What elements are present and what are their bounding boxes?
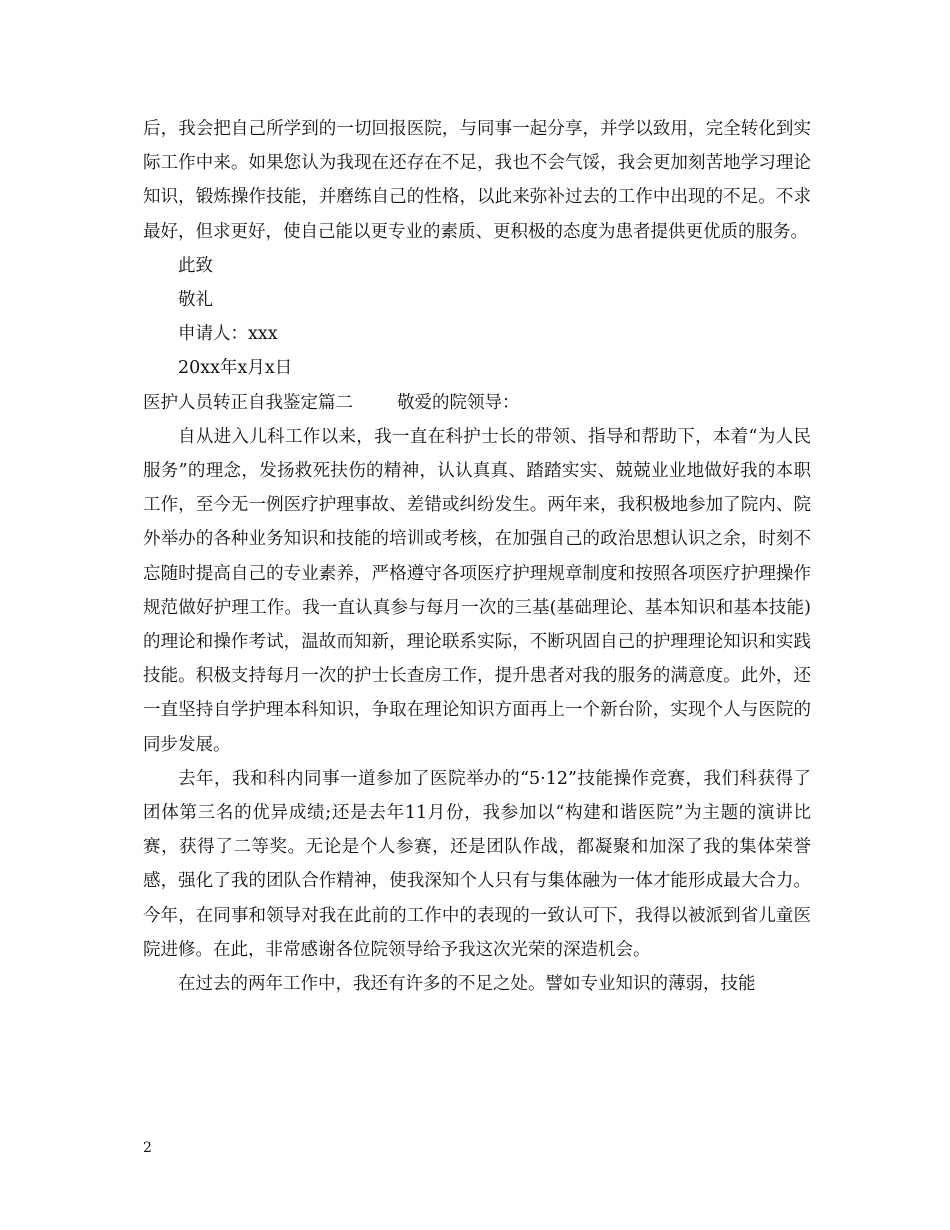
- closing-salutation-1: 此致: [178, 255, 213, 276]
- continuation-paragraph: 后，我会把自己所学到的一切回报医院，与同事一起分享，并学以致用，完全转化到实际工作中来。如果您认为我现在还存在不足，我也不会气馁，我会更加刻苦地学习理论知识，锻炼操作技能，并磨练自己的性格，以此来弥补过去的工作中出现的不足。不求最好，但求更好，使自己能以更专业的素质、更积极的态度为患者提供更优质的服务。: [143, 119, 811, 242]
- date-line: 20xx年x月x日: [178, 358, 293, 379]
- greeting: 敬爱的院领导：: [397, 392, 520, 413]
- body-paragraph-3: 在过去的两年工作中，我还有许多的不足之处。譬如专业知识的薄弱，技能: [178, 974, 756, 995]
- applicant-line: 申请人：xxx: [178, 324, 278, 345]
- body-paragraph-1: 自从进入儿科工作以来，我一直在科护士长的带领、指导和帮助下，本着“为人民服务”的理念，发扬救死扶伤的精神，认认真真、踏踏实实、兢兢业业地做好我的本职工作，至今无一例医疗护理事故、差错或纠纷发生。两年来，我积极地参加了院内、院外举办的各种业务知识和技能的培训或考核，在加强自己的政治思想认识之余，时刻不忘随时提高自己的专业素养，严格遵守各项医疗护理规章制度和按照各项医疗护理操作规范做好护理工作。我一直认真参与每月一次的三基(基础理论、基本知识和基本技能)的理论和操作考试，温故而知新，理论联系实际，不断巩固自己的护理理论知识和实践技能。积极支持每月一次的护士长查房工作，提升患者对我的服务的满意度。此外，还一直坚持自学护理本科知识，争取在理论知识方面再上一个新台阶，实现个人与医院的同步发展。: [143, 426, 811, 755]
- document-body: [143, 112, 811, 1001]
- body-paragraph-2: 去年，我和科内同事一道参加了医院举办的“5·12”技能操作竞赛，我们科获得了团体第三名的优异成绩;还是去年11月份，我参加以“构建和谐医院”为主题的演讲比赛，获得了二等奖。无论是个人参赛，还是团队作战，都凝聚和加深了我的集体荣誉感，强化了我的团队合作精神，使我深知个人只有与集体融为一体才能形成最大合力。今年，在同事和领导对我在此前的工作中的表现的一致认可下，我得以被派到省儿童医院进修。在此，非常感谢各位院领导给予我这次光荣的深造机会。: [143, 768, 811, 960]
- closing-salutation-2: 敬礼: [178, 290, 213, 311]
- page-number: 2: [143, 1140, 152, 1156]
- section-title: 医护人员转正自我鉴定篇二: [143, 392, 353, 413]
- section-heading-line: [143, 386, 811, 420]
